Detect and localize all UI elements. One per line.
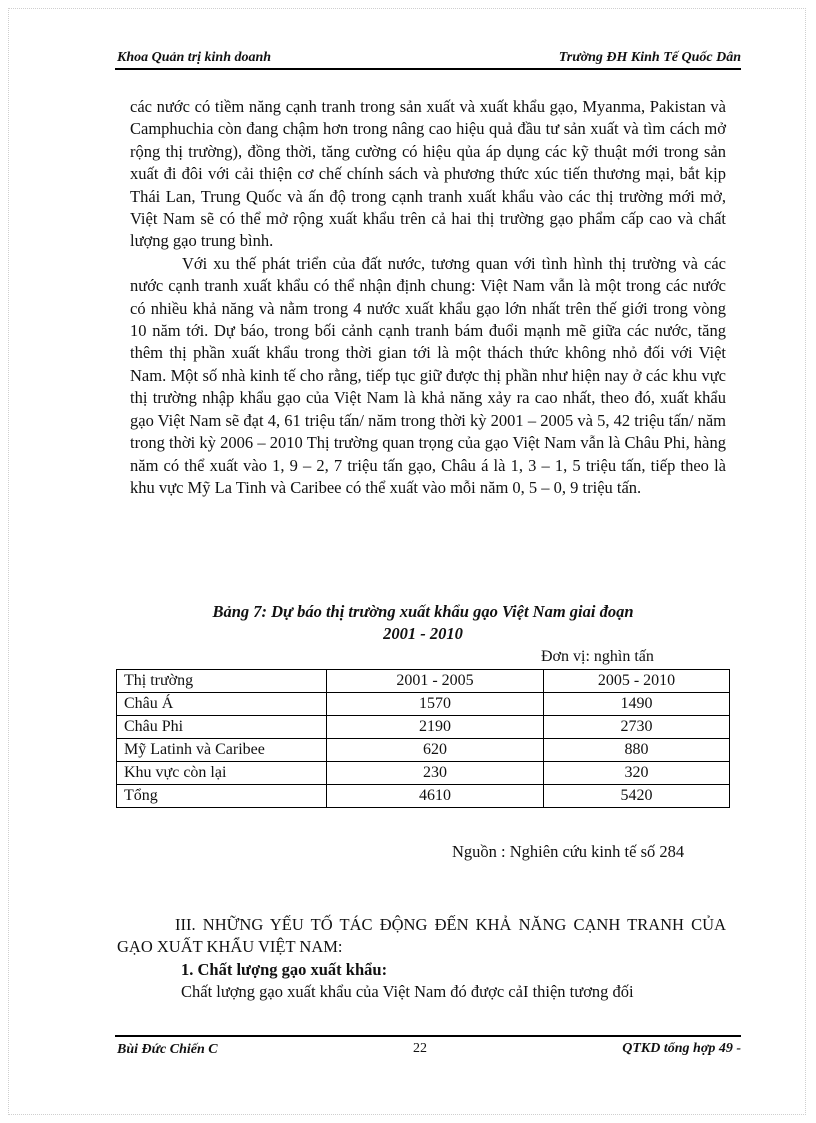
header-cell-2005-2010: 2005 - 2010 (544, 670, 730, 693)
page-header (117, 50, 741, 68)
cell-value: 320 (544, 762, 730, 785)
header-faculty: Khoa Quản trị kinh doanh (117, 50, 272, 65)
table-row (117, 739, 730, 762)
header-rule (115, 68, 741, 70)
header-cell-market: Thị trường (117, 670, 327, 693)
table-row (117, 716, 730, 739)
cell-value: 4610 (327, 785, 544, 808)
table-row (117, 762, 730, 785)
page-number: 22 (413, 1041, 427, 1056)
cell-value: 620 (327, 739, 544, 762)
table-row-total (117, 785, 730, 808)
table-title-line-2: 2001 - 2010 (383, 624, 463, 643)
cell-value: 5420 (544, 785, 730, 808)
section-heading: III. NHỮNG YẾU TỐ TÁC ĐỘNG ĐẾN KHẢ NĂNG CẠNH TRANH CỦA GẠO XUẤT KHẨU VIỆT NAM: (117, 915, 726, 957)
cell-market: Châu Á (117, 693, 327, 716)
cell-market: Châu Phi (117, 716, 327, 739)
cell-value: 230 (327, 762, 544, 785)
cell-market: Khu vực còn lại (117, 762, 327, 785)
cell-value: 1570 (327, 693, 544, 716)
body-text (130, 96, 726, 499)
section-iii (117, 914, 726, 1004)
subsection-heading: 1. Chất lượng gạo xuất khẩu: (181, 959, 388, 979)
cell-market: Tổng (117, 785, 327, 808)
table-source: Nguồn : Nghiên cứu kinh tế số 284 (452, 842, 685, 861)
header-university: Trường ĐH Kinh Tế Quốc Dân (558, 50, 741, 65)
footer-author: Bùi Đức Chiến C (117, 1042, 218, 1057)
paragraph-2: Với xu thế phát triển của đất nước, tương quan với tình hình thị trường và các nước cạnh tranh xuất khẩu có thể nhận định chung: Việt Nam vẫn là một trong các nước có nhiều khả năng và nằm trong 4 nước xuất khẩu gạo lớn nhất trên thế giới trong vòng 10 năm tới. Dự báo, trong bối cảnh cạnh tranh bám đuổi mạnh mẽ giữa các nước, tăng thêm thị phần xuất khẩu trong thời gian tới là một thách thức không nhỏ đối với Việt Nam. Một số nhà kinh tế cho rằng, tiếp tục giữ được thị phần như hiện nay ở các khu vực thị trường nhập khẩu gạo của Việt Nam là khả năng xảy ra cao nhất, theo đó, xuất khẩu gạo Việt Nam sẽ đạt 4, 61 triệu tấn/ năm trong thời kỳ 2001 – 2005 và 5, 42 triệu tấn/ năm trong thời kỳ 2006 – 2010 Thị trường quan trọng của gạo Việt Nam vẫn là Châu Phi, hàng năm có thể xuất vào 1, 9 – 2, 7 triệu tấn gạo, Châu á là 1, 3 – 1, 5 triệu tấn, tiếp theo là khu vực Mỹ La Tinh và Caribee có thể xuất vào mỗi năm 0, 5 – 0, 9 triệu tấn. (130, 253, 726, 497)
header-cell-2001-2005: 2001 - 2005 (327, 670, 544, 693)
paragraph-1: các nước có tiềm năng cạnh tranh trong sản xuất và xuất khẩu gạo, Myanma, Pakistan và Camphuchia còn đang chậm hơn trong nâng cao hiệu quả đầu tư sản xuất và tìm cách mở rộng thị trường), đồng thời, tăng cường có hiệu qủa áp dụng các kỹ thuật mới trong sản xuất đi đôi với cải thiện cơ chế chính sách và phương thức xúc tiến thương mại, bắt kịp Thái Lan, Trung Quốc và ấn độ trong cạnh tranh xuất khẩu vào các thị trường mới mở, Việt Nam sẽ có thể mở rộng xuất khẩu trên cả hai thị trường gạo phẩm cấp cao và chất lượng gạo trung bình. (130, 97, 726, 251)
forecast-table (116, 669, 730, 808)
table-title-line-1: Bảng 7: Dự báo thị trường xuất khẩu gạo Việt Nam giai đoạn (212, 602, 634, 621)
cell-value: 2190 (327, 716, 544, 739)
cell-market: Mỹ Latinh và Caribee (117, 739, 327, 762)
cell-value: 880 (544, 739, 730, 762)
table-unit: Đơn vị: nghìn tấn (541, 648, 654, 665)
footer-rule (115, 1035, 741, 1037)
section-paragraph: Chất lượng gạo xuất khẩu của Việt Nam đó được cảI thiện tương đối (181, 982, 634, 1002)
cell-value: 1490 (544, 693, 730, 716)
table-header-row (117, 670, 730, 693)
cell-value: 2730 (544, 716, 730, 739)
table-title (116, 601, 730, 645)
table-row (117, 693, 730, 716)
footer-class: QTKD tổng hợp 49 - (622, 1041, 741, 1056)
